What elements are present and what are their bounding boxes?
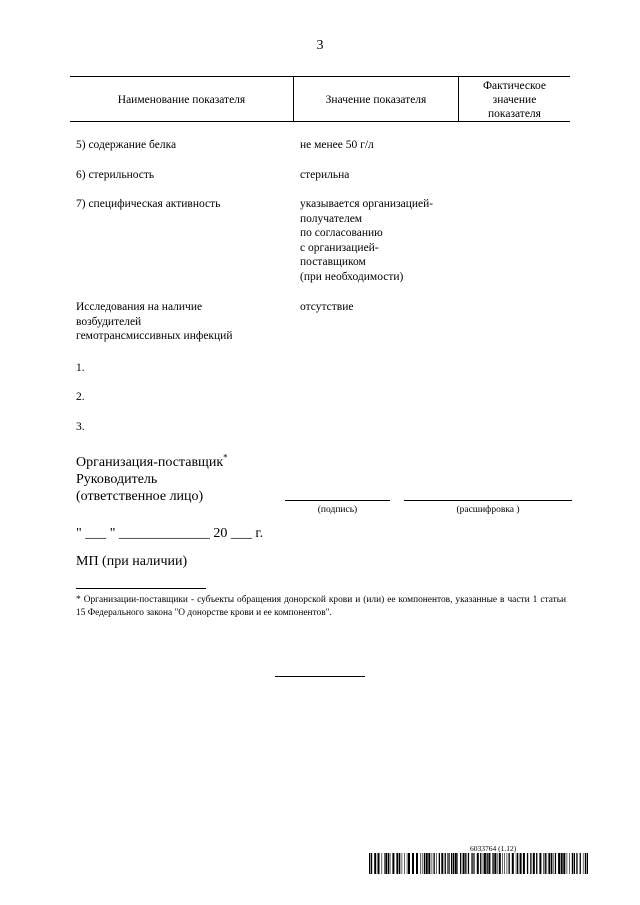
barcode-bar: [530, 853, 531, 874]
barcode-bar: [436, 853, 437, 874]
column-header-name: Наименование показателя: [117, 94, 246, 106]
barcode-bar: [451, 853, 452, 874]
barcode-bar: [460, 853, 461, 874]
barcode-bar: [382, 853, 383, 874]
barcode-bar: [497, 853, 498, 874]
barcode-bar: [374, 853, 376, 874]
barcode-bar: [561, 853, 563, 874]
barcode-bar: [574, 853, 575, 874]
barcode-bar: [567, 853, 568, 874]
barcode: [369, 853, 590, 874]
barcode-bar: [502, 853, 503, 874]
barcode-bar: [523, 853, 525, 874]
date-line: " ___ " _____________ 20 ___ г.: [76, 526, 264, 541]
barcode-bar: [441, 853, 443, 874]
barcode-bar: [468, 853, 469, 874]
barcode-bar: [576, 853, 577, 874]
barcode-bar: [563, 853, 565, 874]
barcode-bar: [369, 853, 370, 874]
barcode-bar: [580, 853, 581, 874]
barcode-bar: [465, 853, 466, 874]
barcode-bar: [447, 853, 448, 874]
page-number: 3: [316, 38, 324, 53]
barcode-bar: [512, 853, 514, 874]
barcode-bar: [533, 853, 535, 874]
barcode-bar: [390, 853, 391, 874]
barcode-bar: [539, 853, 541, 874]
barcode-bar: [516, 853, 517, 874]
row-infections-value: отсутствие: [300, 301, 354, 313]
row-activity-name: 7) специфическая активность: [76, 198, 221, 210]
barcode-bar: [408, 853, 410, 874]
barcode-bar: [428, 853, 430, 874]
barcode-bar: [392, 853, 394, 874]
table-top-rule: [70, 76, 570, 77]
barcode-bar: [448, 853, 449, 874]
barcode-bar: [457, 853, 458, 874]
row-activity-value: указывается организацией- получателем по согласованию с организацией- поставщиком (при необходимости): [300, 198, 434, 283]
footnote-mark: *: [223, 452, 228, 463]
barcode-bar: [509, 853, 510, 874]
barcode-bar: [499, 853, 501, 874]
barcode-bar: [520, 853, 522, 874]
row-sterility-name: 6) стерильность: [76, 169, 155, 181]
barcode-bar: [507, 853, 508, 874]
head-label: Руководитель: [76, 472, 158, 487]
barcode-bar: [453, 853, 454, 874]
barcode-bar: [422, 853, 423, 874]
org-supplier-text: Организация-поставщик: [76, 455, 224, 470]
barcode-bar: [371, 853, 372, 874]
barcode-bar: [426, 853, 428, 874]
numbered-item-3: 3.: [76, 421, 85, 433]
column-header-value: Значение показателя: [325, 94, 427, 106]
barcode-bar: [477, 853, 479, 874]
barcode-bar: [536, 853, 537, 874]
signature-caption: (подпись): [317, 505, 358, 515]
barcode-bar: [402, 853, 403, 874]
numbered-item-1: 1.: [76, 362, 85, 374]
decode-line: [404, 500, 572, 501]
barcode-number: 6033764 (1.12): [470, 844, 517, 853]
barcode-bar: [399, 853, 400, 874]
barcode-bar: [551, 853, 552, 874]
barcode-bar: [587, 853, 588, 874]
barcode-bar: [569, 853, 570, 874]
barcode-bar: [434, 853, 435, 874]
barcode-bar: [517, 853, 518, 874]
row-sterility-value: стерильна: [300, 169, 350, 181]
barcode-bar: [404, 853, 405, 874]
stamp-label: МП (при наличии): [76, 554, 188, 569]
barcode-bar: [553, 853, 554, 874]
barcode-bar: [388, 853, 389, 874]
barcode-bar: [545, 853, 546, 874]
column-header-actual: Фактическое значение показателя: [482, 80, 547, 120]
decode-caption: (расшифровка ): [456, 505, 520, 515]
barcode-bar: [416, 853, 418, 874]
row-protein-name: 5) содержание белка: [76, 139, 177, 151]
org-supplier-label: [76, 454, 228, 471]
barcode-bar: [396, 853, 398, 874]
barcode-bar: [384, 853, 385, 874]
barcode-bar: [488, 853, 490, 874]
numbered-item-2: 2.: [76, 391, 85, 403]
barcode-bar: [484, 853, 486, 874]
barcode-bar: [572, 853, 573, 874]
barcode-bar: [483, 853, 484, 874]
barcode-bar: [407, 853, 408, 874]
barcode-bar: [547, 853, 548, 874]
responsible-label: (ответственное лицо): [76, 489, 204, 504]
barcode-bar: [548, 853, 550, 874]
barcode-bar: [583, 853, 584, 874]
signature-line: [285, 500, 390, 501]
barcode-bar: [463, 853, 465, 874]
end-rule: [275, 676, 365, 677]
footnote-rule: [76, 588, 206, 589]
footnote-text: * Организации-поставщики - субъекты обращения донорской крови и (или) ее компонентов, указанные в части 1 статьи 15 Федерального закона "О донорстве крови и ее компонентов".: [76, 595, 566, 618]
barcode-bar: [480, 853, 481, 874]
barcode-bar: [492, 853, 493, 874]
barcode-bar: [420, 853, 421, 874]
barcode-bar: [432, 853, 433, 874]
barcode-bar: [412, 853, 414, 874]
barcode-bar: [487, 853, 488, 874]
barcode-bar: [378, 853, 380, 874]
barcode-bar: [455, 853, 457, 874]
barcode-bar: [424, 853, 425, 874]
barcode-bar: [474, 853, 475, 874]
barcode-bar: [504, 853, 505, 874]
table-header-bottom-rule: [70, 121, 570, 122]
row-protein-value: не менее 50 г/л: [300, 139, 374, 151]
barcode-bar: [471, 853, 472, 874]
barcode-bar: [494, 853, 496, 874]
barcode-bar: [585, 853, 586, 874]
barcode-bar: [527, 853, 528, 874]
barcode-bar: [555, 853, 556, 874]
barcode-bar: [558, 853, 560, 874]
barcode-bar: [385, 853, 387, 874]
row-infections-name: Исследования на наличие возбудителей гемотрансмиссивных инфекций: [76, 301, 233, 342]
barcode-bar: [543, 853, 544, 874]
barcode-bar: [439, 853, 440, 874]
barcode-bar: [445, 853, 446, 874]
barcode-bar: [472, 853, 473, 874]
